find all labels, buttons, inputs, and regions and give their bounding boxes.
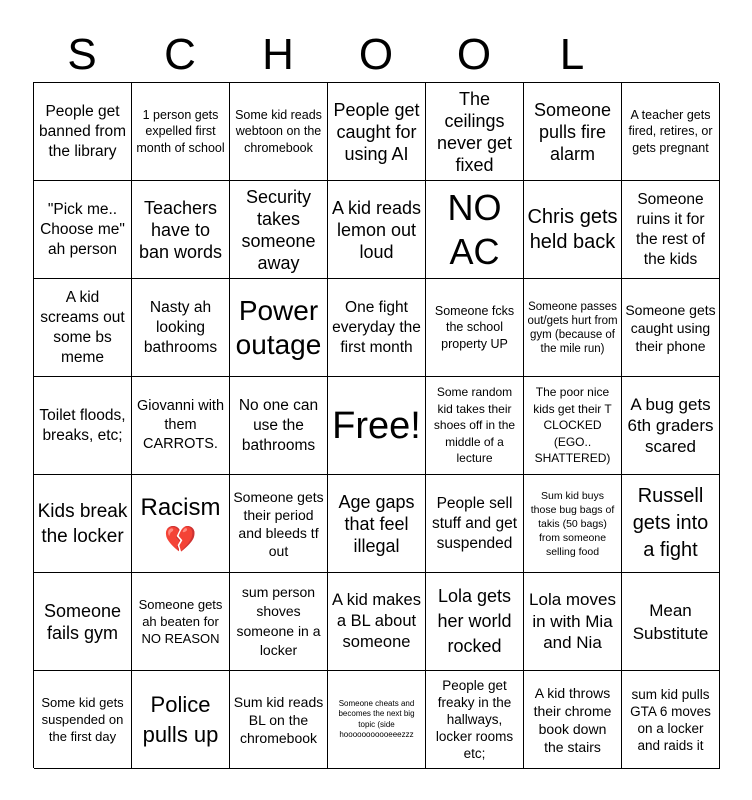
bingo-cell[interactable]: Someone gets ah beaten for NO REASON <box>132 573 230 671</box>
bingo-cell[interactable]: Sum kid reads BL on the chromebook <box>230 671 328 769</box>
bingo-cell[interactable]: A bug gets 6th graders scared <box>622 377 720 475</box>
bingo-cell[interactable]: sum person shoves someone in a locker <box>230 573 328 671</box>
bingo-cell[interactable]: People get caught for using AI <box>328 83 426 181</box>
bingo-cell-racism[interactable] <box>132 475 230 573</box>
title-letter-h: H <box>262 30 294 79</box>
bingo-cell[interactable]: Some kid reads webtoon on the chromebook <box>230 83 328 181</box>
bingo-cell[interactable]: The ceilings never get fixed <box>426 83 524 181</box>
bingo-grid <box>33 82 719 768</box>
broken-heart-icon: 💔 <box>164 523 197 554</box>
bingo-cell[interactable]: sum kid pulls GTA 6 moves on a locker and raids it <box>622 671 720 769</box>
racism-label: Racism <box>140 493 221 521</box>
bingo-title <box>33 28 719 82</box>
bingo-cell[interactable]: Lola gets her world rocked <box>426 573 524 671</box>
title-letter-blank <box>621 28 719 82</box>
bingo-cell[interactable]: Someone gets caught using their phone <box>622 279 720 377</box>
bingo-cell[interactable]: Security takes someone away <box>230 181 328 279</box>
title-letter-o2: O <box>456 30 492 79</box>
bingo-cell[interactable]: Someone gets their period and bleeds tf out <box>230 475 328 573</box>
title-letter-l: L <box>559 30 585 79</box>
bingo-cell[interactable]: A kid makes a BL about someone <box>328 573 426 671</box>
bingo-cell[interactable]: Some kid gets suspended on the first day <box>34 671 132 769</box>
bingo-cell[interactable]: People sell stuff and get suspended <box>426 475 524 573</box>
title-letter-c: C <box>164 30 196 79</box>
bingo-cell[interactable]: The poor nice kids get their T CLOCKED (EGO.. SHATTERED) <box>524 377 622 475</box>
bingo-cell[interactable]: Russell gets into a fight <box>622 475 720 573</box>
bingo-cell[interactable]: 1 person gets expelled first month of school <box>132 83 230 181</box>
bingo-cell[interactable]: Nasty ah looking bathrooms <box>132 279 230 377</box>
bingo-cell[interactable]: Toilet floods, breaks, etc; <box>34 377 132 475</box>
title-letter-s: S <box>67 30 97 79</box>
bingo-cell[interactable]: Someone cheats and becomes the next big topic (side hooooooooooeeezzz <box>328 671 426 769</box>
free-space[interactable]: Free! <box>328 377 426 475</box>
bingo-cell[interactable]: A kid throws their chrome book down the stairs <box>524 671 622 769</box>
bingo-cell[interactable]: Power outage <box>230 279 328 377</box>
bingo-cell[interactable]: Someone fcks the school property UP <box>426 279 524 377</box>
bingo-cell[interactable]: Chris gets held back <box>524 181 622 279</box>
bingo-cell[interactable]: One fight everyday the first month <box>328 279 426 377</box>
bingo-cell[interactable]: Some random kid takes their shoes off in the middle of a lecture <box>426 377 524 475</box>
title-letter-o1: O <box>358 30 394 79</box>
bingo-cell[interactable]: Age gaps that feel illegal <box>328 475 426 573</box>
bingo-cell[interactable]: Mean Substitute <box>622 573 720 671</box>
bingo-cell[interactable]: People get freaky in the hallways, locker rooms etc; <box>426 671 524 769</box>
bingo-cell[interactable]: People get banned from the library <box>34 83 132 181</box>
bingo-cell[interactable]: No one can use the bathrooms <box>230 377 328 475</box>
bingo-cell[interactable]: Someone passes out/gets hurt from gym (because of the mile run) <box>524 279 622 377</box>
bingo-cell[interactable]: Sum kid buys those bug bags of takis (50 bags) from someone selling food <box>524 475 622 573</box>
bingo-cell[interactable]: A teacher gets fired, retires, or gets pregnant <box>622 83 720 181</box>
bingo-cell[interactable]: Giovanni with them CARROTS. <box>132 377 230 475</box>
bingo-cell[interactable]: Someone ruins it for the rest of the kids <box>622 181 720 279</box>
bingo-cell[interactable]: Someone fails gym <box>34 573 132 671</box>
bingo-cell[interactable]: A kid screams out some bs meme <box>34 279 132 377</box>
bingo-cell[interactable]: Teachers have to ban words <box>132 181 230 279</box>
bingo-cell[interactable]: Police pulls up <box>132 671 230 769</box>
bingo-cell[interactable]: NO AC <box>426 181 524 279</box>
bingo-cell[interactable]: Kids break the locker <box>34 475 132 573</box>
bingo-cell[interactable]: A kid reads lemon out loud <box>328 181 426 279</box>
bingo-cell[interactable]: Someone pulls fire alarm <box>524 83 622 181</box>
bingo-cell[interactable]: Lola moves in with Mia and Nia <box>524 573 622 671</box>
bingo-cell[interactable]: "Pick me.. Choose me" ah person <box>34 181 132 279</box>
